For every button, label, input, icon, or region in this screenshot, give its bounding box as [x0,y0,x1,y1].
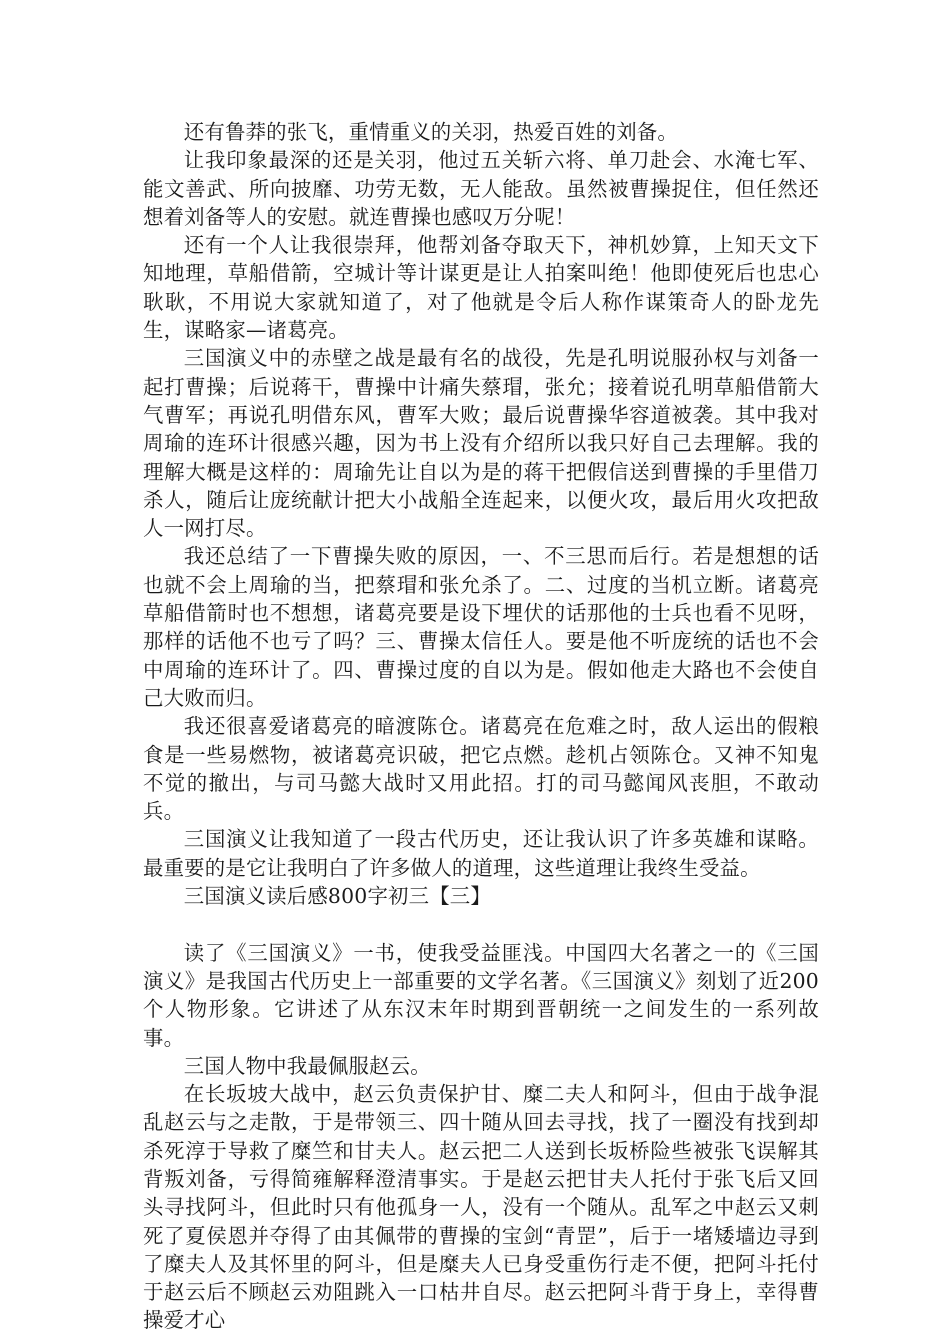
paragraph: 在长坂坡大战中，赵云负责保护甘、糜二夫人和阿斗，但由于战争混乱赵云与之走散，于是带领三、四十随从回去寻找，找了一圈没有找到却杀死淳于导救了糜竺和甘夫人。赵云把二人送到长坂桥险些被张飞误解其背叛刘备，亏得简雍解释澄清事实。于是赵云把甘夫人托付于张飞后又回头寻找阿斗，但此时只有他孤身一人，没有一个随从。乱军之中赵云又刺死了夏侯恩并夺得了由其佩带的曹操的宝剑“青罡”，后于一堵矮墙边寻到了糜夫人及其怀里的阿斗，但是糜夫人已身受重伤行走不便，把阿斗托付于赵云后不顾赵云劝阻跳入一口枯井自尽。赵云把阿斗背于身上，幸得曹操爱才心 [143,1082,819,1333]
document-body [143,118,819,1335]
paragraph: 还有鲁莽的张飞，重情重义的关羽，热爱百姓的刘备。 [183,120,678,144]
paragraph: 三国演义让我知道了一段古代历史，还让我认识了许多英雄和谋略。最重要的是它让我明白了许多做人的道理，这些道理让我终生受益。 [143,827,819,880]
blank-line [143,910,819,938]
paragraph: 三国演义中的赤壁之战是最有名的战役，先是孔明说服孙权与刘备一起打曹操；后说蒋干，曹操中计痛失蔡瑁，张允；接着说孔明草船借箭大气曹军；再说孔明借东风，曹军大败；最后说曹操华容道被袭。其中我对周瑜的连环计很感兴趣，因为书上没有介绍所以我只好自己去理解。我的理解大概是这样的：周瑜先让自以为是的蒋干把假信送到曹操的手里借刀杀人，随后让庞统献计把大小战船全连起来，以便火攻，最后用火攻把敌人一网打尽。 [143,346,819,541]
paragraph: 还有一个人让我很崇拜，他帮刘备夺取天下，神机妙算，上知天文下知地理，草船借箭，空城计等计谋更是让人拍案叫绝！他即使死后也忠心耿耿，不用说大家就知道了，对了他就是令后人称作谋策奇人的卧龙先生，谋略家—诸葛亮。 [143,233,819,343]
section-heading: 三国演义读后感800字初三【三】 [183,884,491,909]
paragraph: 我还很喜爱诸葛亮的暗渡陈仓。诸葛亮在危难之时，敌人运出的假粮食是一些易燃物，被诸葛亮识破，把它点燃。趁机占领陈仓。又神不知鬼不觉的撤出，与司马懿大战时又用此招。打的司马懿闻风丧胆，不敢动兵。 [143,714,819,824]
paragraph: 三国人物中我最佩服赵云。 [183,1053,431,1078]
paragraph: 让我印象最深的还是关羽，他过五关斩六将、单刀赴会、水淹七军、能文善武、所向披靡、功劳无数，无人能敌。虽然被曹操捉住，但任然还想着刘备等人的安慰。就连曹操也感叹万分呢！ [143,148,819,229]
paragraph: 我还总结了一下曹操失败的原因，一、不三思而后行。若是想想的话也就不会上周瑜的当，把蔡瑁和张允杀了。二、过度的当机立断。诸葛亮草船借箭时也不想想，诸葛亮要是设下埋伏的话那他的士兵也看不见呀，那样的话他不也亏了吗？三、曹操太信任人。要是他不听庞统的话也不会中周瑜的连环计了。四、曹操过度的自以为是。假如他走大路也不会使自己大败而归。 [143,544,819,710]
paragraph: 读了《三国演义》一书，使我受益匪浅。中国四大名著之一的《三国演义》是我国古代历史上一部重要的文学名著。《三国演义》刻划了近200个人物形象。它讲述了从东汉末年时期到晋朝统一之间发生的一系列故事。 [143,940,819,1050]
